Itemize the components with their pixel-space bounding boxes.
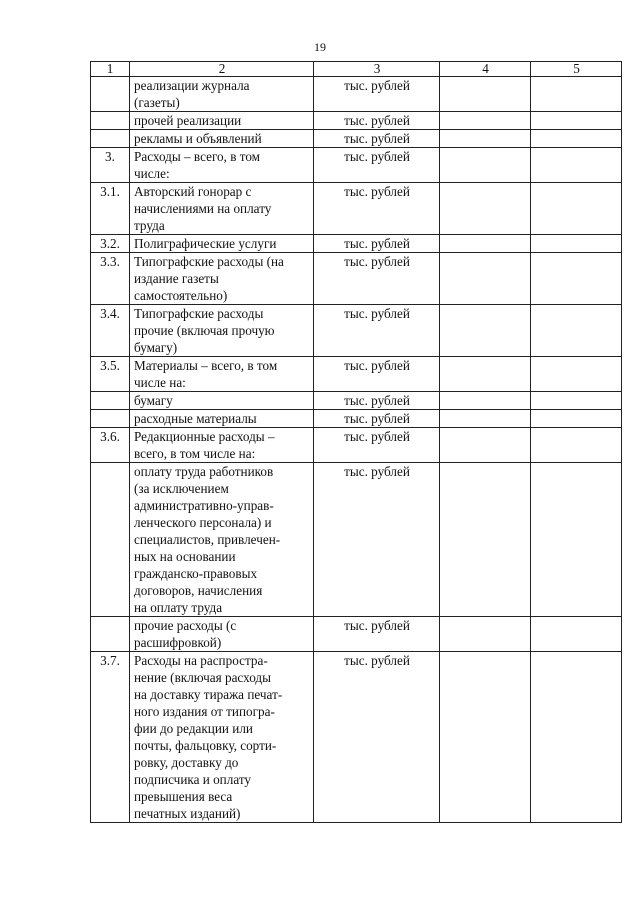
row-value-4 bbox=[440, 235, 531, 253]
row-description: Типографские расходы прочие (включая прочую бумагу) bbox=[130, 305, 314, 357]
row-number bbox=[91, 130, 130, 148]
row-description: рекламы и объявлений bbox=[130, 130, 314, 148]
table-row bbox=[91, 235, 622, 253]
row-unit: тыс. рублей bbox=[314, 112, 440, 130]
table-row bbox=[91, 77, 622, 112]
row-unit: тыс. рублей bbox=[314, 77, 440, 112]
row-number: 3. bbox=[91, 148, 130, 183]
row-unit: тыс. рублей bbox=[314, 463, 440, 617]
row-value-5 bbox=[531, 148, 622, 183]
row-unit: тыс. рублей bbox=[314, 357, 440, 392]
row-value-5 bbox=[531, 392, 622, 410]
row-description: оплату труда работников (за исключением административно-управ- ленческого персонала) и специалистов, привлечен- ных на основании гражданско-правовых договоров, начисления на оплату труда bbox=[130, 463, 314, 617]
table-row bbox=[91, 305, 622, 357]
row-description: бумагу bbox=[130, 392, 314, 410]
row-value-4 bbox=[440, 428, 531, 463]
row-value-5 bbox=[531, 112, 622, 130]
row-unit: тыс. рублей bbox=[314, 617, 440, 652]
row-value-4 bbox=[440, 617, 531, 652]
row-value-4 bbox=[440, 463, 531, 617]
row-number bbox=[91, 410, 130, 428]
table-row bbox=[91, 130, 622, 148]
row-description: Авторский гонорар с начислениями на оплату труда bbox=[130, 183, 314, 235]
budget-table bbox=[90, 61, 622, 823]
page-number: 19 bbox=[314, 40, 326, 54]
row-description: Редакционные расходы – всего, в том числе на: bbox=[130, 428, 314, 463]
row-number bbox=[91, 112, 130, 130]
table-row bbox=[91, 410, 622, 428]
row-number: 3.2. bbox=[91, 235, 130, 253]
row-value-4 bbox=[440, 253, 531, 305]
row-value-4 bbox=[440, 410, 531, 428]
row-number bbox=[91, 392, 130, 410]
header-col-5: 5 bbox=[531, 62, 622, 77]
row-value-4 bbox=[440, 652, 531, 823]
row-unit: тыс. рублей bbox=[314, 305, 440, 357]
table-row bbox=[91, 253, 622, 305]
row-unit: тыс. рублей bbox=[314, 148, 440, 183]
row-value-5 bbox=[531, 428, 622, 463]
row-number bbox=[91, 77, 130, 112]
row-description: Полиграфические услуги bbox=[130, 235, 314, 253]
row-value-4 bbox=[440, 183, 531, 235]
table-row bbox=[91, 357, 622, 392]
row-number bbox=[91, 617, 130, 652]
header-col-4: 4 bbox=[440, 62, 531, 77]
header-col-2: 2 bbox=[130, 62, 314, 77]
row-value-5 bbox=[531, 652, 622, 823]
header-col-1: 1 bbox=[91, 62, 130, 77]
row-value-5 bbox=[531, 305, 622, 357]
table-row bbox=[91, 392, 622, 410]
row-value-5 bbox=[531, 253, 622, 305]
table-row bbox=[91, 428, 622, 463]
row-value-5 bbox=[531, 617, 622, 652]
table-row bbox=[91, 617, 622, 652]
row-value-5 bbox=[531, 463, 622, 617]
row-description: прочие расходы (с расшифровкой) bbox=[130, 617, 314, 652]
row-unit: тыс. рублей bbox=[314, 428, 440, 463]
row-value-4 bbox=[440, 305, 531, 357]
table-row bbox=[91, 112, 622, 130]
row-value-4 bbox=[440, 112, 531, 130]
row-number: 3.6. bbox=[91, 428, 130, 463]
row-unit: тыс. рублей bbox=[314, 392, 440, 410]
row-number: 3.3. bbox=[91, 253, 130, 305]
row-value-4 bbox=[440, 130, 531, 148]
row-unit: тыс. рублей bbox=[314, 652, 440, 823]
row-number bbox=[91, 463, 130, 617]
row-description: прочей реализации bbox=[130, 112, 314, 130]
row-value-4 bbox=[440, 148, 531, 183]
row-number: 3.5. bbox=[91, 357, 130, 392]
row-value-5 bbox=[531, 235, 622, 253]
row-value-5 bbox=[531, 357, 622, 392]
table-row bbox=[91, 463, 622, 617]
row-description: Расходы – всего, в том числе: bbox=[130, 148, 314, 183]
row-value-4 bbox=[440, 77, 531, 112]
row-unit: тыс. рублей bbox=[314, 183, 440, 235]
table-row bbox=[91, 183, 622, 235]
row-number: 3.1. bbox=[91, 183, 130, 235]
row-unit: тыс. рублей bbox=[314, 253, 440, 305]
row-description: реализации журнала (газеты) bbox=[130, 77, 314, 112]
header-col-3: 3 bbox=[314, 62, 440, 77]
table-header-row bbox=[91, 62, 622, 77]
row-description: Типографские расходы (на издание газеты самостоятельно) bbox=[130, 253, 314, 305]
table-row bbox=[91, 148, 622, 183]
row-unit: тыс. рублей bbox=[314, 410, 440, 428]
row-unit: тыс. рублей bbox=[314, 235, 440, 253]
row-number: 3.7. bbox=[91, 652, 130, 823]
table-row bbox=[91, 652, 622, 823]
row-value-5 bbox=[531, 410, 622, 428]
row-value-4 bbox=[440, 357, 531, 392]
row-unit: тыс. рублей bbox=[314, 130, 440, 148]
row-number: 3.4. bbox=[91, 305, 130, 357]
row-description: Расходы на распростра- нение (включая расходы на доставку тиража печат- ного издания от типогра- фии до редакции или почты, фальцовку, сорти- ровку, доставку до подписчика и оплату превышения веса печатных изданий) bbox=[130, 652, 314, 823]
row-value-5 bbox=[531, 130, 622, 148]
row-value-5 bbox=[531, 77, 622, 112]
row-description: расходные материалы bbox=[130, 410, 314, 428]
row-value-5 bbox=[531, 183, 622, 235]
row-value-4 bbox=[440, 392, 531, 410]
row-description: Материалы – всего, в том числе на: bbox=[130, 357, 314, 392]
